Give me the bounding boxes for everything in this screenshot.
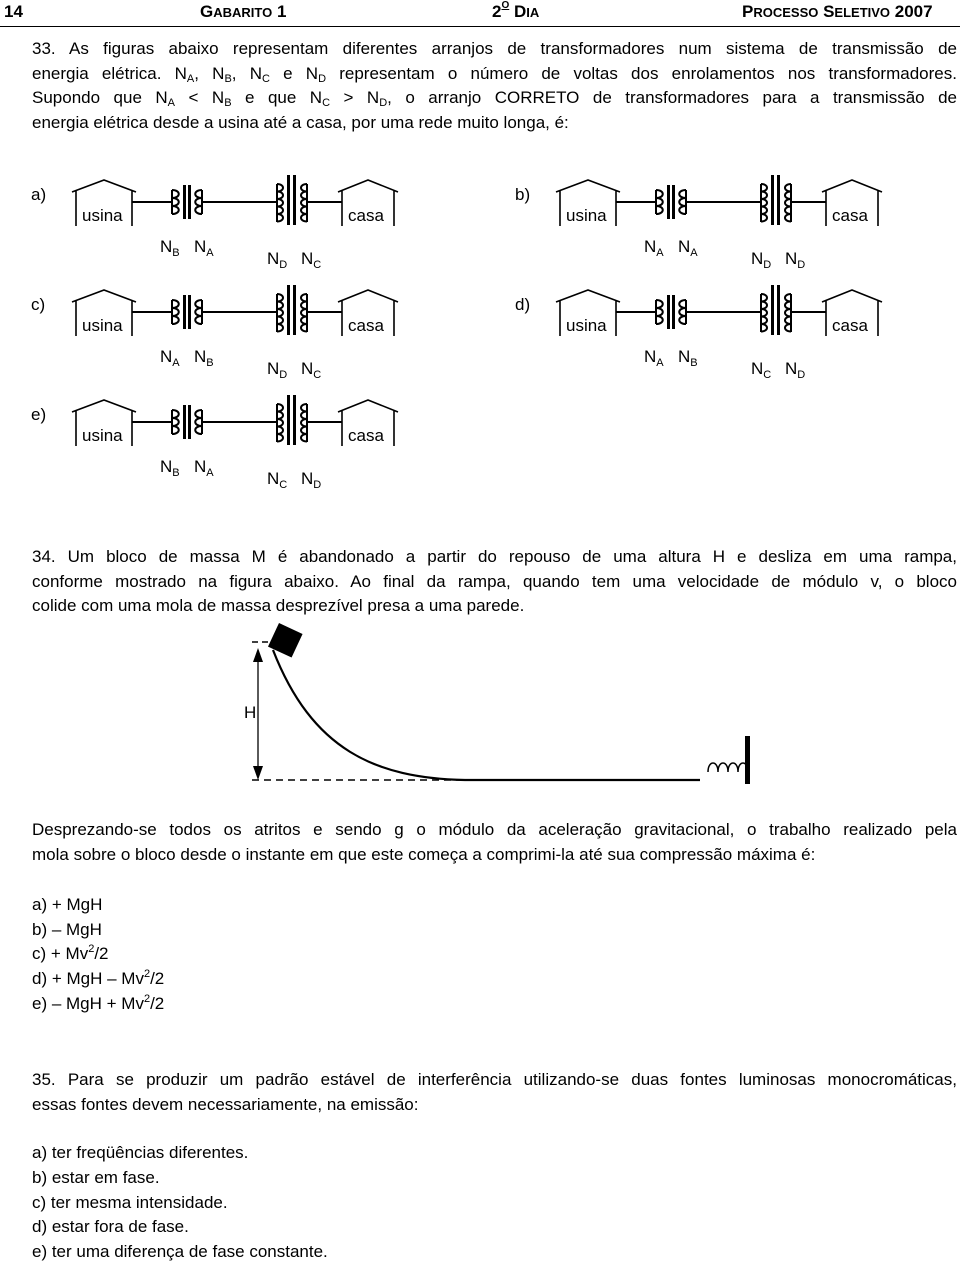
q34-option-c: $c) + Mv^2/2$: [32, 943, 109, 963]
q35-option-b: b) estar em fase.: [32, 1168, 160, 1187]
arrangement-e-letter: e): [31, 405, 47, 424]
winding-label: $N_C$: [751, 359, 772, 381]
q34-statement: 34. Um bloco de massa M é abandonado a partir do repouso de uma altura H e desliza em uma rampa, conforme mostrado na figura abaixo. Ao final da rampa, quando tem uma velocidade de módulo v, o bloco colide com uma mola de massa desprezível presa a uma parede.: [32, 547, 957, 615]
usina-label: usina: [82, 206, 123, 225]
q34-option-d: d) + MgH – Mv$^2$/2: [32, 968, 165, 988]
arrangement-c-letter: c): [31, 295, 46, 314]
winding-label: $N_A$: [194, 457, 214, 479]
usina-label: usina: [566, 206, 607, 225]
winding-label: $N_C$: [301, 249, 322, 271]
winding-label: $N_B$: [194, 347, 214, 369]
arrangement-b: [515, 175, 882, 271]
winding-label: $N_A$: [644, 237, 664, 259]
arrangement-c: [31, 285, 398, 381]
winding-label: $N_A$: [194, 237, 214, 259]
arrangement-d-letter: d): [515, 295, 531, 314]
q34-option-a: a) + MgH: [32, 895, 103, 914]
arrangement-a-letter: a): [31, 185, 47, 204]
casa-label: casa: [348, 316, 384, 335]
q33-statement: 33. As figuras abaixo representam diferentes arranjos de transformadores num sistema de transmissão de energia elétrica. $N_A$, $N_B$, $N_C$ e $N_D$ representam o número de voltas dos enrolamentos nos transformadores. Supondo que $N_A < N_B$ e que $N_C > N_D$, o arranjo CORRETO de transformadores para a transmissão de energia elétrica desde a usina até a casa, por uma rede muito longa, é:: [32, 39, 957, 132]
q35-option-d: d) estar fora de fase.: [32, 1217, 189, 1236]
arrow-head-up: [253, 648, 263, 662]
q35-option-a: a) ter freqüências diferentes.: [32, 1143, 249, 1162]
arrow-head-down: [253, 766, 263, 780]
winding-label: $N_C$: [301, 359, 322, 381]
q35-statement: 35. Para se produzir um padrão estável de interferência utilizando-se duas fontes luminosas monocromáticas, essas fontes devem necessariamente, na emissão:: [32, 1070, 957, 1114]
winding-label: $N_B$: [160, 457, 180, 479]
winding-label: $N_D$: [301, 469, 322, 491]
winding-label: $N_D$: [751, 249, 772, 271]
casa-label: casa: [348, 426, 384, 445]
header-divider: [0, 26, 960, 27]
header-processo: PROCESSO SELETIVO 2007: [742, 2, 933, 21]
casa-label: casa: [832, 316, 868, 335]
arrangement-a: [31, 175, 398, 271]
ramp: [273, 650, 700, 780]
winding-label: $N_D$: [267, 359, 288, 381]
winding-label: $N_A$: [678, 237, 698, 259]
q34-option-b: b) – MgH: [32, 920, 102, 939]
winding-label: $N_A$: [160, 347, 180, 369]
casa-label: casa: [348, 206, 384, 225]
spring: [708, 763, 748, 772]
winding-label: $N_A$: [644, 347, 664, 369]
winding-label: $N_D$: [785, 359, 806, 381]
winding-label: $N_B$: [678, 347, 698, 369]
usina-label: usina: [82, 426, 123, 445]
ramp-figure: [0, 620, 960, 800]
winding-label: $N_D$: [267, 249, 288, 271]
usina-label: usina: [566, 316, 607, 335]
winding-label: $N_D$: [785, 249, 806, 271]
wall: [745, 736, 750, 784]
page-number: 14: [4, 2, 23, 21]
winding-label: $N_C$: [267, 469, 288, 491]
page-header: [0, 0, 960, 26]
winding-label: $N_B$: [160, 237, 180, 259]
q35-option-c: c) ter mesma intensidade.: [32, 1193, 228, 1212]
q34-question: Desprezando-se todos os atritos e sendo g o módulo da aceleração gravitacional, o trabalho realizado pela mola sobre o bloco desde o instante em que este começa a comprimi-la até sua compressão máxima é:: [32, 820, 957, 864]
arrangement-b-letter: b): [515, 185, 531, 204]
header-gabarito: GABARITO 1: [200, 2, 287, 21]
arrangement-e: [31, 395, 398, 491]
q35-option-e: e) ter uma diferença de fase constante.: [32, 1242, 328, 1261]
arrangement-d: [515, 285, 882, 381]
q34-option-e: e) – MgH + $Mv^2/2$: [32, 993, 165, 1013]
usina-label: usina: [82, 316, 123, 335]
height-label: H: [244, 703, 257, 722]
casa-label: casa: [832, 206, 868, 225]
header-dia: $2^O$ DIA: [492, 0, 540, 21]
